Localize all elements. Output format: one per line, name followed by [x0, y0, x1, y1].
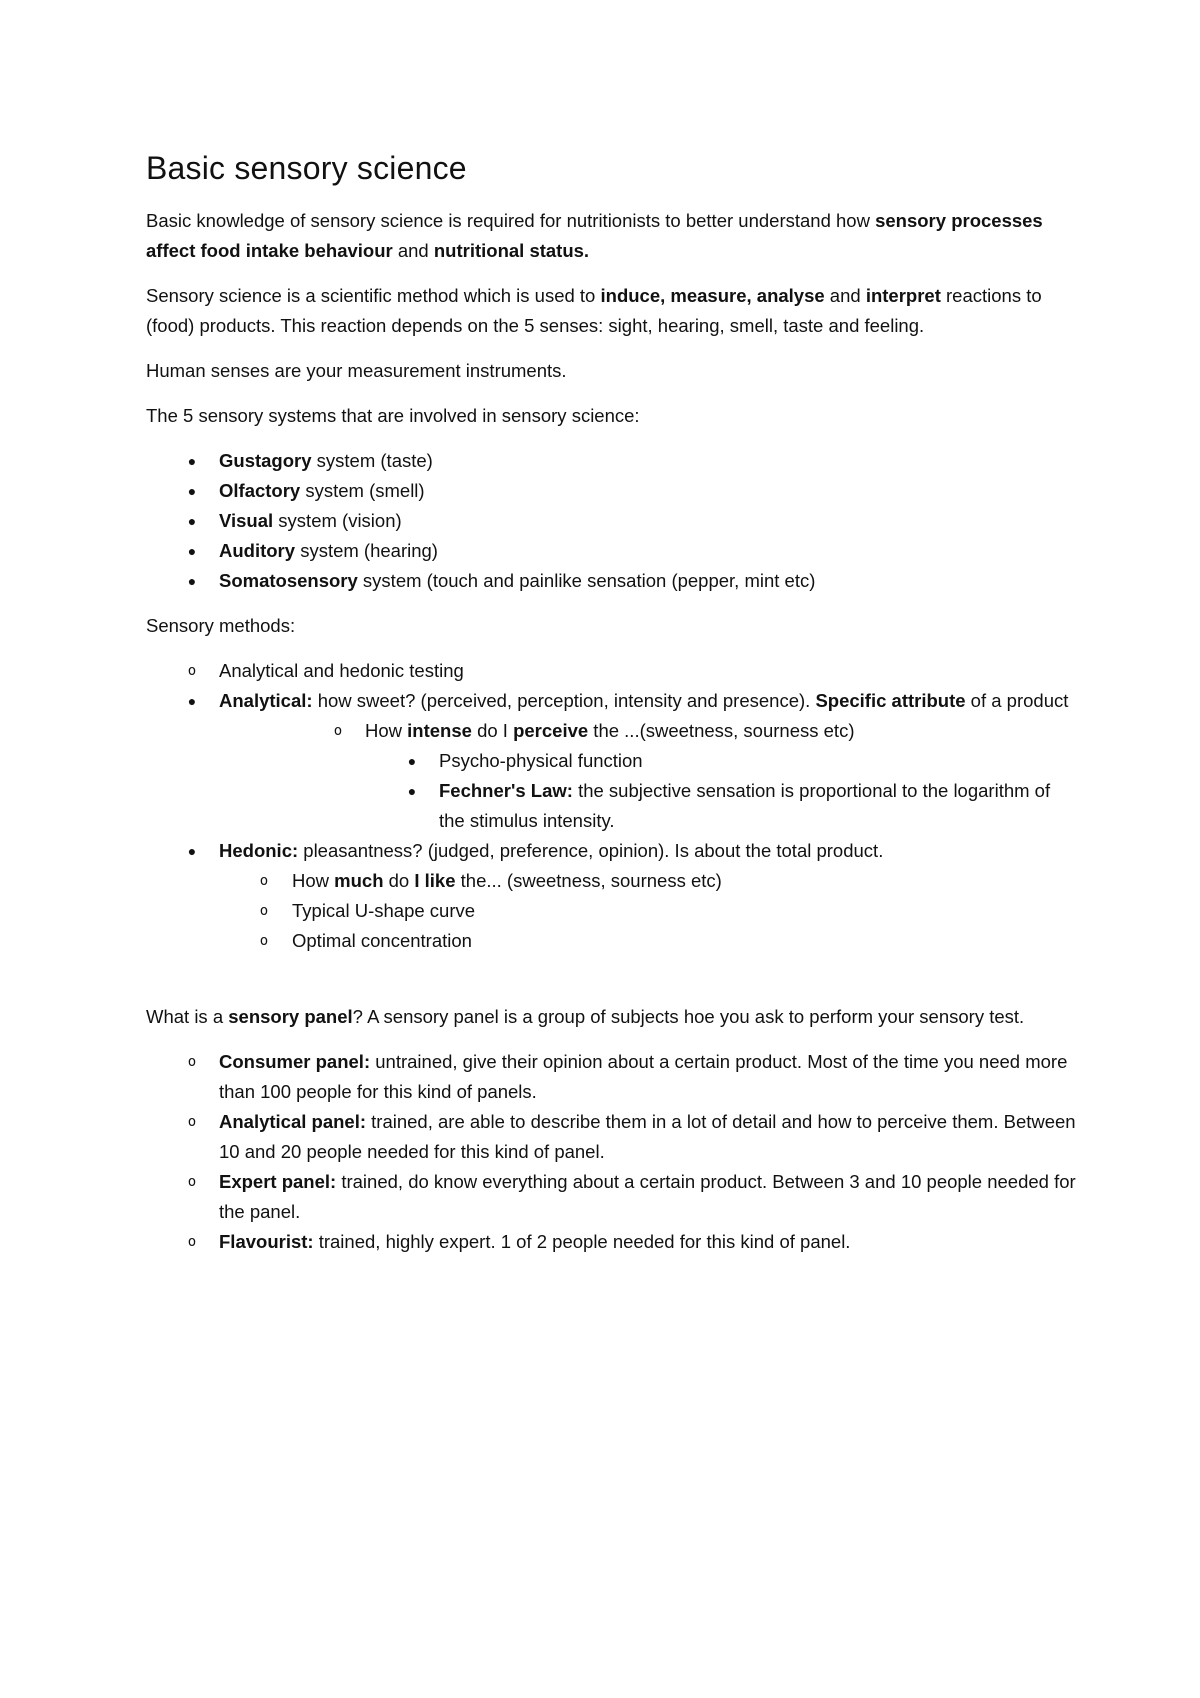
- systems-intro-paragraph: The 5 sensory systems that are involved in sensory science:: [146, 405, 640, 426]
- text-run: of a product: [965, 690, 1069, 711]
- bold-run: Consumer panel:: [219, 1051, 371, 1072]
- bullet-icon: ●: [187, 843, 197, 859]
- intro-paragraph: [146, 206, 1076, 266]
- bullet-icon: ●: [187, 483, 197, 499]
- document-body: [146, 146, 1076, 1272]
- text-run: ? A sensory panel is a group of subjects hoe you ask to perform your sensory test.: [352, 1006, 1025, 1027]
- bold-run: much: [334, 870, 384, 891]
- bold-run: Fechner's Law:: [439, 780, 573, 801]
- list-item: [146, 1227, 1076, 1257]
- list-item: [146, 686, 1076, 716]
- text-run: trained, highly expert. 1 of 2 people needed for this kind of panel.: [313, 1231, 851, 1252]
- sensory-methods-list: [146, 656, 1076, 956]
- list-item: [146, 896, 1076, 926]
- text-run: do: [383, 870, 415, 891]
- panel-types-list: [146, 1047, 1076, 1257]
- list-item: [146, 836, 1076, 866]
- bold-run: intense: [407, 720, 472, 741]
- bullet-icon: ●: [187, 693, 197, 709]
- text-run: untrained, give their opinion about a certain product. Most of the time you need more than 100 people for this kind of panels.: [219, 1051, 1068, 1102]
- panel-intro-paragraph: [146, 1002, 1076, 1032]
- text-run: trained, do know everything about a certain product. Between 3 and 10 people needed for the panel.: [219, 1171, 1076, 1222]
- list-item: [146, 1107, 1076, 1167]
- bold-run: Visual: [219, 510, 274, 531]
- text-run: Psycho-physical function: [439, 750, 643, 771]
- text-run: do I: [471, 720, 514, 741]
- list-item: [146, 866, 1076, 896]
- bold-run: perceive: [513, 720, 589, 741]
- list-item: [146, 716, 1076, 746]
- bold-run: Somatosensory: [219, 570, 358, 591]
- text-run: Sensory science is a scientific method which is used to: [146, 285, 601, 306]
- bold-run: interpret: [865, 285, 941, 306]
- bullet-icon: ●: [407, 783, 417, 799]
- circle-bullet-icon: o: [187, 1054, 197, 1070]
- senses-paragraph: Human senses are your measurement instruments.: [146, 360, 567, 381]
- bold-run: induce, measure, analyse: [600, 285, 825, 306]
- page-title: Basic sensory science: [146, 150, 467, 186]
- text-run: reactions to (food) products. This reaction depends on the 5 senses: sight, hearing, smell, taste and feeling.: [146, 285, 1042, 336]
- sensory-systems-list: [146, 446, 1076, 596]
- circle-bullet-icon: o: [333, 723, 343, 739]
- text-run: Typical U-shape curve: [292, 900, 476, 921]
- text-run: the ...(sweetness, sourness etc): [588, 720, 855, 741]
- list-item: [146, 776, 1076, 836]
- text-run: and: [824, 285, 866, 306]
- text-run: How: [365, 720, 408, 741]
- text-run: the subjective sensation is proportional to the logarithm of the stimulus intensity.: [439, 780, 1051, 831]
- list-item: [146, 1047, 1076, 1107]
- spacer: [146, 956, 1076, 1002]
- text-run: Analytical and hedonic testing: [219, 660, 464, 681]
- bold-run: I like: [414, 870, 456, 891]
- bold-run: Expert panel:: [219, 1171, 337, 1192]
- list-item: [146, 476, 1076, 506]
- bold-run: nutritional status.: [433, 240, 590, 261]
- text-run: trained, are able to describe them in a lot of detail and how to perceive them. Between 10 and 20 people needed for this kind of panel.: [219, 1111, 1076, 1162]
- bullet-icon: ●: [187, 453, 197, 469]
- text-run: How: [292, 870, 335, 891]
- bold-run: Analytical panel:: [219, 1111, 367, 1132]
- text-run: how sweet? (perceived, perception, intensity and presence).: [312, 690, 816, 711]
- text-run: system (smell): [300, 480, 425, 501]
- text-run: system (taste): [311, 450, 433, 471]
- text-run: system (vision): [273, 510, 402, 531]
- bold-run: Specific attribute: [815, 690, 966, 711]
- bold-run: Hedonic:: [219, 840, 299, 861]
- bold-run: sensory processes affect food intake behaviour: [146, 210, 1043, 261]
- bullet-icon: ●: [187, 543, 197, 559]
- text-run: Optimal concentration: [292, 930, 472, 951]
- text-run: system (touch and painlike sensation (pepper, mint etc): [357, 570, 816, 591]
- text-run: pleasantness? (judged, preference, opinion). Is about the total product.: [298, 840, 884, 861]
- circle-bullet-icon: o: [259, 933, 269, 949]
- list-item: [146, 506, 1076, 536]
- list-item: [146, 926, 1076, 956]
- text-run: What is a: [146, 1006, 229, 1027]
- text-run: Basic knowledge of sensory science is required for nutritionists to better understand how: [146, 210, 876, 231]
- text-run: and: [392, 240, 434, 261]
- bullet-icon: ●: [187, 573, 197, 589]
- list-item: [146, 1167, 1076, 1227]
- bullet-icon: ●: [407, 753, 417, 769]
- circle-bullet-icon: o: [259, 903, 269, 919]
- circle-bullet-icon: o: [187, 1234, 197, 1250]
- bold-run: Analytical:: [219, 690, 313, 711]
- bullet-icon: ●: [187, 513, 197, 529]
- circle-bullet-icon: o: [187, 1174, 197, 1190]
- methods-heading: Sensory methods:: [146, 615, 296, 636]
- list-item: [146, 656, 1076, 686]
- bold-run: Gustagory: [219, 450, 312, 471]
- circle-bullet-icon: o: [187, 1114, 197, 1130]
- text-run: the... (sweetness, sourness etc): [455, 870, 722, 891]
- list-item: [146, 536, 1076, 566]
- bold-run: Flavourist:: [219, 1231, 314, 1252]
- bold-run: Auditory: [219, 540, 296, 561]
- bold-run: Olfactory: [219, 480, 301, 501]
- text-run: system (hearing): [295, 540, 438, 561]
- list-item: [146, 446, 1076, 476]
- list-item: [146, 566, 1076, 596]
- circle-bullet-icon: o: [187, 663, 197, 679]
- circle-bullet-icon: o: [259, 873, 269, 889]
- list-item: [146, 746, 1076, 776]
- bold-run: sensory panel: [228, 1006, 353, 1027]
- definition-paragraph: [146, 281, 1076, 341]
